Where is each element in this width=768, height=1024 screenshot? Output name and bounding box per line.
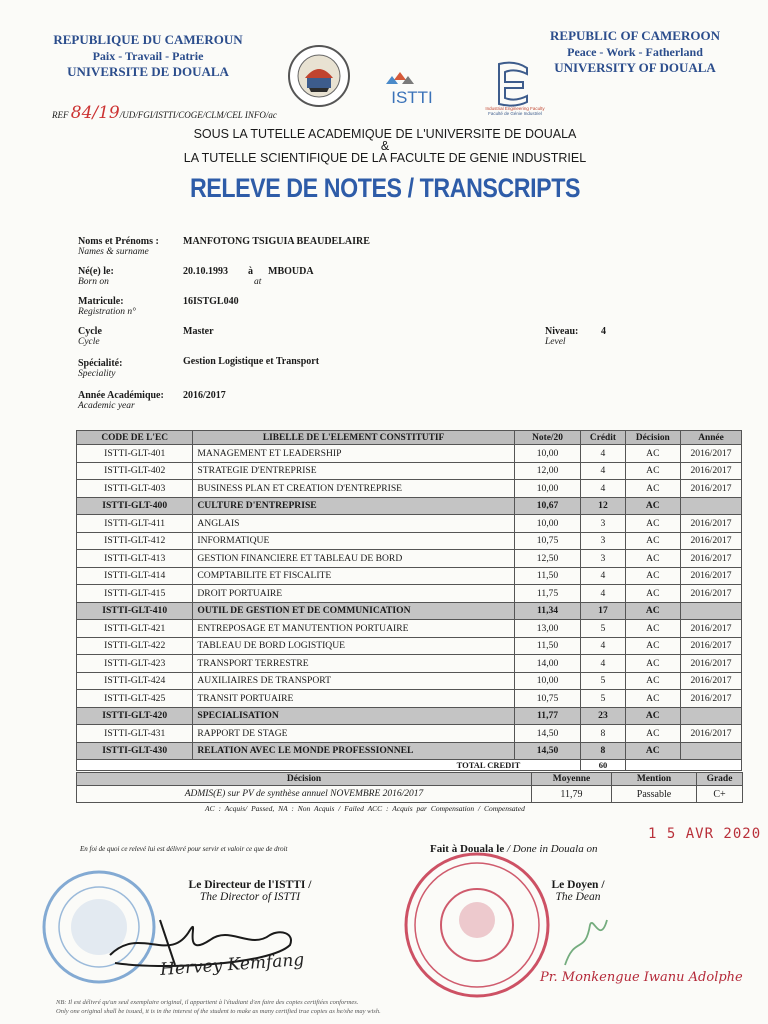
credit-cell: 4	[581, 585, 625, 603]
label-cell: SPECIALISATION	[193, 707, 514, 725]
tutelle-line2: LA TUTELLE SCIENTIFIQUE DE LA FACULTE DE GENIE INDUSTRIEL	[183, 151, 587, 165]
credit-cell: 23	[581, 707, 625, 725]
credit-cell: 5	[581, 690, 625, 708]
total-credit-row	[77, 760, 742, 771]
grade-value: C+	[697, 786, 743, 803]
credit-cell: 5	[581, 620, 625, 638]
fgi-logo	[475, 60, 555, 116]
level-label: Niveau:	[545, 326, 579, 337]
level-sublabel: Level	[545, 337, 566, 347]
year-cell: 2016/2017	[681, 725, 742, 743]
dean-name: Pr. Monkengue Iwanu Adolphe	[540, 970, 743, 985]
note-cell: 11,50	[514, 637, 581, 655]
note-cell: 12,50	[514, 550, 581, 568]
reference-prefix: REF	[52, 110, 69, 120]
decision-cell: AC	[625, 532, 680, 550]
code-cell: ISTTI-GLT-413	[77, 550, 193, 568]
year-cell: 2016/2017	[681, 690, 742, 708]
director-name: Hervey Kemfang	[159, 949, 305, 981]
label-cell: STRATEGIE D'ENTREPRISE	[193, 462, 514, 480]
course-row	[77, 672, 742, 690]
reference-number: 84/19	[70, 103, 120, 123]
year-cell: 2016/2017	[681, 462, 742, 480]
code-cell: ISTTI-GLT-401	[77, 445, 193, 463]
year-cell: 2016/2017	[681, 672, 742, 690]
year-cell: 2016/2017	[681, 480, 742, 498]
note-cell: 14,50	[514, 725, 581, 743]
year-cell	[681, 742, 742, 760]
course-row	[77, 655, 742, 673]
course-row	[77, 445, 742, 463]
grades-header-row	[77, 431, 742, 445]
course-row	[77, 515, 742, 533]
year-cell	[681, 497, 742, 515]
code-cell: ISTTI-GLT-400	[77, 497, 193, 515]
fgi-emblem-icon	[475, 60, 555, 116]
cycle-label: Cycle	[78, 326, 102, 337]
label-cell: ENTREPOSAGE ET MANUTENTION PORTUAIRE	[193, 620, 514, 638]
mention-header: Mention	[612, 773, 697, 786]
credit-cell: 3	[581, 515, 625, 533]
footnote: NB: Il est délivré qu'un seul exemplaire original, il appartient à l'étudiant d'en faire des copies certifiées conformes. Only one original shall be issued, it is in the interest of the student to make as many certified true copies as he/she may wish.	[56, 999, 381, 1015]
decision-cell: AC	[625, 462, 680, 480]
grades-body	[77, 445, 742, 771]
decision-cell: AC	[625, 637, 680, 655]
header-right-country: REPUBLIC OF CAMEROON	[550, 28, 720, 43]
header-decision: Décision	[625, 431, 680, 445]
birth-date: 20.10.1993	[183, 266, 228, 277]
born-label-block	[78, 266, 114, 287]
label-cell: BUSINESS PLAN ET CREATION D'ENTREPRISE	[193, 480, 514, 498]
decision-table	[76, 772, 743, 803]
decision-text: ADMIS(E) sur PV de synthèse annuel NOVEMBRE 2016/2017	[77, 786, 532, 803]
tutelle-statement	[150, 128, 620, 164]
year-cell: 2016/2017	[681, 585, 742, 603]
done-label-en: / Done in Douala on	[504, 843, 598, 855]
born-label: Né(e) le:	[78, 266, 114, 277]
date-stamp: 1 5 AVR 2020	[648, 826, 762, 842]
year-cell	[681, 707, 742, 725]
code-cell: ISTTI-GLT-420	[77, 707, 193, 725]
code-cell: ISTTI-GLT-430	[77, 742, 193, 760]
header-left-country: REPUBLIQUE DU CAMEROUN	[53, 32, 243, 47]
header-year: Année	[681, 431, 742, 445]
course-row	[77, 462, 742, 480]
course-row	[77, 620, 742, 638]
note-cell: 10,00	[514, 445, 581, 463]
header-left	[30, 32, 266, 80]
tutelle-amp: &	[380, 139, 390, 153]
fgi-logo-line1: Industrial Engineering Faculty	[485, 106, 545, 111]
year-cell: 2016/2017	[681, 567, 742, 585]
at-sublabel: at	[254, 277, 262, 287]
director-title-fr: Le Directeur de l'ISTTI /	[188, 879, 312, 891]
year-cell	[681, 602, 742, 620]
decision-row	[77, 786, 743, 803]
cycle-label-block	[78, 326, 102, 347]
mention-value: Passable	[612, 786, 697, 803]
dean-signature-icon	[555, 905, 615, 975]
credit-cell: 3	[581, 550, 625, 568]
course-row	[77, 532, 742, 550]
header-label: LIBELLE DE L'ELEMENT CONSTITUTIF	[193, 431, 514, 445]
header-right-university: UNIVERSITY OF DOUALA	[554, 60, 716, 75]
credit-cell: 12	[581, 497, 625, 515]
note-cell: 10,67	[514, 497, 581, 515]
tutelle-line1: SOUS LA TUTELLE ACADEMIQUE DE L'UNIVERSITE DE DOUALA	[193, 127, 577, 141]
done-label-fr: Fait à Douala le	[430, 843, 505, 855]
note-cell: 14,50	[514, 742, 581, 760]
decision-cell: AC	[625, 550, 680, 568]
note-cell: 12,00	[514, 462, 581, 480]
header-right	[530, 28, 740, 76]
page-title: RELEVE DE NOTES / TRANSCRIPTS	[189, 173, 581, 203]
reg-label-block	[78, 296, 136, 317]
istti-logo-text: ISTTI	[391, 88, 433, 107]
credit-cell: 4	[581, 445, 625, 463]
label-cell: TRANSIT PORTUAIRE	[193, 690, 514, 708]
note-cell: 14,00	[514, 655, 581, 673]
code-cell: ISTTI-GLT-412	[77, 532, 193, 550]
birth-place: MBOUDA	[268, 266, 314, 277]
decision-cell: AC	[625, 602, 680, 620]
header-credit: Crédit	[581, 431, 625, 445]
year-cell: 2016/2017	[681, 445, 742, 463]
note-cell: 13,00	[514, 620, 581, 638]
at-label: à	[248, 266, 253, 277]
header-note: Note/20	[514, 431, 581, 445]
born-sublabel: Born on	[78, 277, 109, 287]
credit-cell: 4	[581, 567, 625, 585]
istti-logo	[366, 70, 458, 108]
total-credit-filler	[625, 760, 741, 771]
average-header: Moyenne	[532, 773, 612, 786]
note-cell: 11,50	[514, 567, 581, 585]
at-label-block	[248, 266, 261, 287]
decision-cell: AC	[625, 655, 680, 673]
cycle-value: Master	[183, 326, 214, 337]
year-cell: 2016/2017	[681, 655, 742, 673]
credit-cell: 4	[581, 637, 625, 655]
name-label: Noms et Prénoms :	[78, 236, 159, 247]
note-cell: 10,75	[514, 532, 581, 550]
note-cell: 10,00	[514, 480, 581, 498]
header-code: CODE DE L'EC	[77, 431, 193, 445]
group-row	[77, 742, 742, 760]
label-cell: COMPTABILITE ET FISCALITE	[193, 567, 514, 585]
label-cell: AUXILIAIRES DE TRANSPORT	[193, 672, 514, 690]
course-row	[77, 637, 742, 655]
decision-cell: AC	[625, 515, 680, 533]
course-row	[77, 480, 742, 498]
credit-cell: 8	[581, 725, 625, 743]
reference-line	[52, 103, 277, 123]
director-title-en: The Director of ISTTI	[199, 891, 301, 903]
code-cell: ISTTI-GLT-415	[77, 585, 193, 603]
code-cell: ISTTI-GLT-425	[77, 690, 193, 708]
speciality-sublabel: Speciality	[78, 369, 116, 379]
year-cell: 2016/2017	[681, 532, 742, 550]
dean-title-fr: Le Doyen /	[551, 879, 605, 891]
group-row	[77, 707, 742, 725]
note-cell: 10,00	[514, 672, 581, 690]
credit-cell: 4	[581, 480, 625, 498]
year-cell: 2016/2017	[681, 637, 742, 655]
name-label-block	[78, 236, 159, 257]
label-cell: ANGLAIS	[193, 515, 514, 533]
year-cell: 2016/2017	[681, 620, 742, 638]
credit-cell: 3	[581, 532, 625, 550]
header-left-motto: Paix - Travail - Patrie	[92, 49, 204, 63]
decision-cell: AC	[625, 497, 680, 515]
code-cell: ISTTI-GLT-422	[77, 637, 193, 655]
decision-header-row	[77, 773, 743, 786]
code-cell: ISTTI-GLT-411	[77, 515, 193, 533]
name-sublabel: Names & surname	[78, 247, 149, 257]
code-cell: ISTTI-GLT-410	[77, 602, 193, 620]
decision-cell: AC	[625, 480, 680, 498]
level-label-block	[545, 326, 578, 347]
average-value: 11,79	[532, 786, 612, 803]
year-label-block	[78, 390, 164, 411]
label-cell: OUTIL DE GESTION ET DE COMMUNICATION	[193, 602, 514, 620]
course-row	[77, 567, 742, 585]
cycle-sublabel: Cycle	[78, 337, 100, 347]
note-cell: 10,75	[514, 690, 581, 708]
note-cell: 11,75	[514, 585, 581, 603]
label-cell: RAPPORT DE STAGE	[193, 725, 514, 743]
speciality-label-block	[78, 358, 122, 379]
decision-cell: AC	[625, 707, 680, 725]
credit-cell: 8	[581, 742, 625, 760]
decision-header: Décision	[77, 773, 532, 786]
credit-cell: 4	[581, 462, 625, 480]
registration-number: 16ISTGL040	[183, 296, 239, 307]
decision-cell: AC	[625, 445, 680, 463]
decision-cell: AC	[625, 585, 680, 603]
code-cell: ISTTI-GLT-421	[77, 620, 193, 638]
faith-note: En foi de quoi ce relevé lui est délivré pour servir et valoir ce que de droit	[80, 845, 288, 853]
university-douala-logo	[287, 44, 351, 108]
code-cell: ISTTI-GLT-402	[77, 462, 193, 480]
header-right-motto: Peace - Work - Fatherland	[567, 45, 703, 59]
decision-legend: AC : Acquis/ Passed, NA : Non Acquis / Failed ACC : Acquis par Compensation / Compensated	[205, 804, 525, 813]
course-row	[77, 690, 742, 708]
grade-header: Grade	[697, 773, 743, 786]
student-name: MANFOTONG TSIGUIA BEAUDELAIRE	[183, 236, 370, 247]
credit-cell: 17	[581, 602, 625, 620]
fgi-logo-line2: Faculté de Génie Industriel	[488, 111, 542, 116]
course-row	[77, 725, 742, 743]
reg-sublabel: Registration n°	[78, 307, 136, 317]
group-row	[77, 602, 742, 620]
decision-cell: AC	[625, 620, 680, 638]
speciality-label: Spécialité:	[78, 358, 123, 369]
label-cell: GESTION FINANCIERE ET TABLEAU DE BORD	[193, 550, 514, 568]
code-cell: ISTTI-GLT-431	[77, 725, 193, 743]
code-cell: ISTTI-GLT-403	[77, 480, 193, 498]
speciality-value: Gestion Logistique et Transport	[183, 356, 320, 367]
label-cell: MANAGEMENT ET LEADERSHIP	[193, 445, 514, 463]
decision-cell: AC	[625, 725, 680, 743]
decision-cell: AC	[625, 742, 680, 760]
label-cell: DROIT PORTUAIRE	[193, 585, 514, 603]
total-credit-value: 60	[581, 760, 625, 771]
label-cell: TRANSPORT TERRESTRE	[193, 655, 514, 673]
director-title	[150, 879, 350, 903]
note-cell: 10,00	[514, 515, 581, 533]
decision-cell: AC	[625, 672, 680, 690]
group-row	[77, 497, 742, 515]
code-cell: ISTTI-GLT-424	[77, 672, 193, 690]
header-left-university: UNIVERSITE DE DOUALA	[67, 64, 229, 79]
decision-cell: AC	[625, 567, 680, 585]
label-cell: TABLEAU DE BORD LOGISTIQUE	[193, 637, 514, 655]
dean-title	[528, 879, 628, 903]
code-cell: ISTTI-GLT-414	[77, 567, 193, 585]
year-cell: 2016/2017	[681, 550, 742, 568]
code-cell: ISTTI-GLT-423	[77, 655, 193, 673]
grades-table	[76, 430, 742, 771]
academic-year: 2016/2017	[183, 390, 226, 401]
credit-cell: 4	[581, 655, 625, 673]
level-value: 4	[601, 326, 606, 337]
course-row	[77, 550, 742, 568]
label-cell: RELATION AVEC LE MONDE PROFESSIONNEL	[193, 742, 514, 760]
dean-red-stamp-icon	[402, 850, 552, 1000]
note-cell: 11,77	[514, 707, 581, 725]
decision-cell: AC	[625, 690, 680, 708]
note-cell: 11,34	[514, 602, 581, 620]
label-cell: CULTURE D'ENTREPRISE	[193, 497, 514, 515]
dean-title-en: The Dean	[555, 891, 601, 903]
label-cell: INFORMATIQUE	[193, 532, 514, 550]
year-label: Année Académique:	[78, 390, 164, 401]
year-sublabel: Academic year	[78, 401, 135, 411]
total-credit-label: TOTAL CREDIT	[77, 760, 581, 771]
credit-cell: 5	[581, 672, 625, 690]
reg-label: Matricule:	[78, 296, 124, 307]
istti-emblem-icon	[366, 70, 458, 108]
year-cell: 2016/2017	[681, 515, 742, 533]
course-row	[77, 585, 742, 603]
reference-path: /UD/FGI/ISTTI/COGE/CLM/CEL INFO/ac	[119, 110, 277, 120]
